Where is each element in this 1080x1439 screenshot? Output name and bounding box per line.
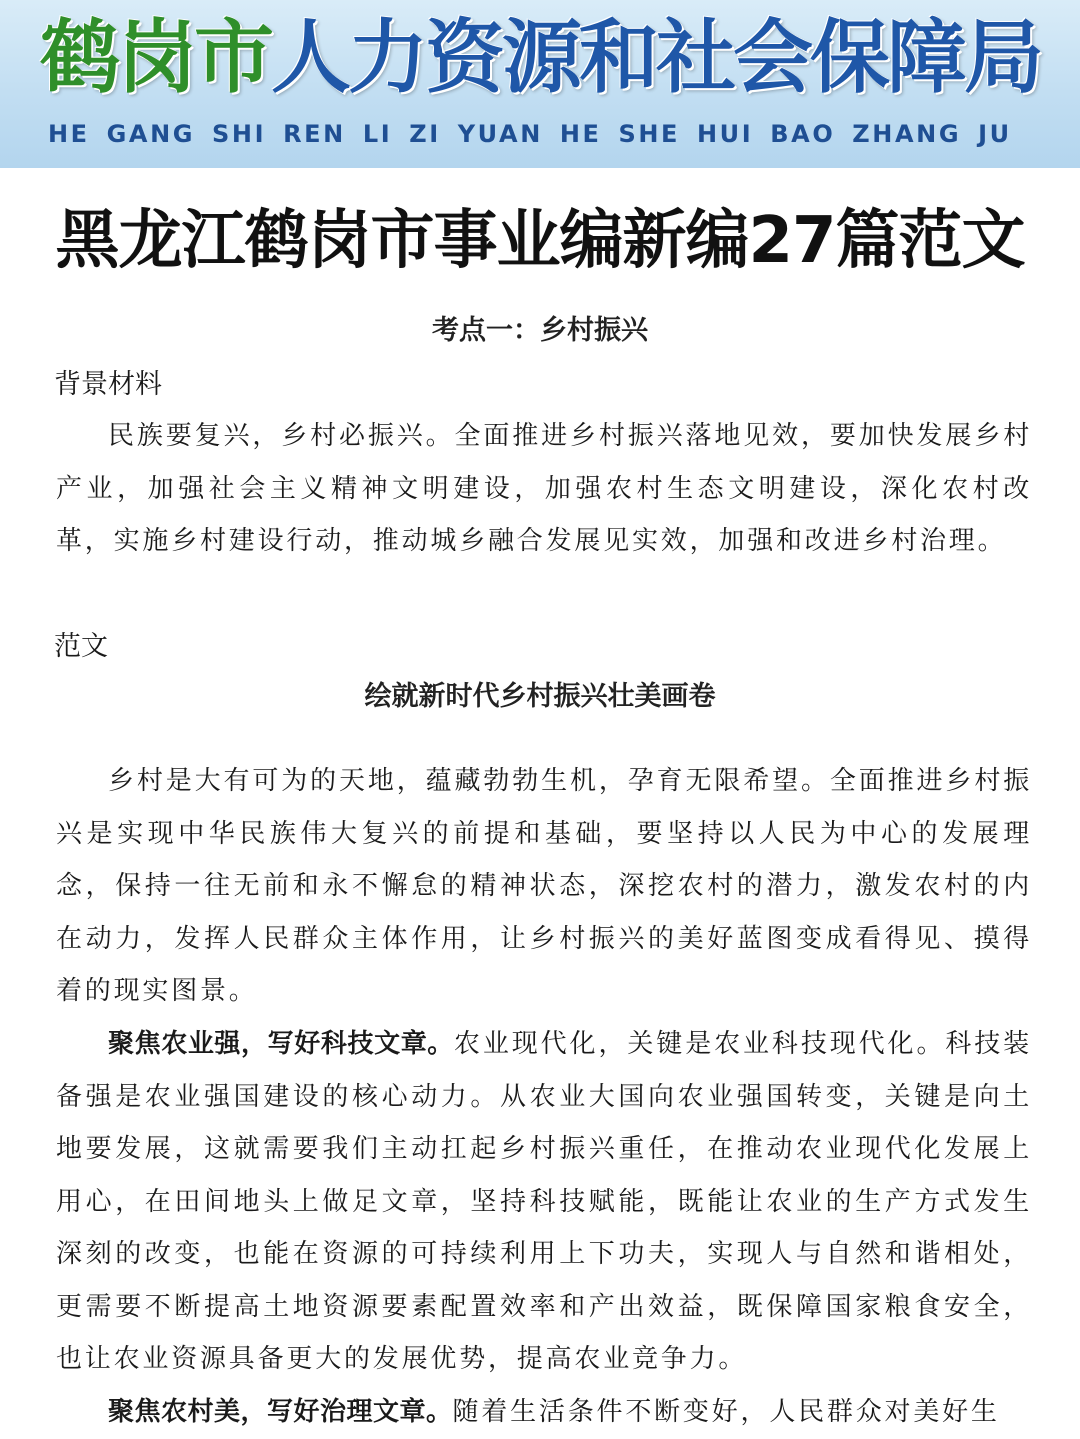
essay-title: 绘就新时代乡村振兴壮美画卷	[364, 681, 716, 712]
bureau-name-city: 鹤岗市	[40, 11, 271, 104]
bureau-name-department: 人力资源和社会保障局	[271, 11, 1041, 104]
paragraph-body-agriculture: 农业现代化，关键是农业科技现代化。科技装备强是农业强国建设的核心动力。从农业大国向农业强国转变，关键是向土地要发展，这就需要我们主动扛起乡村振兴重任，在推动农业现代化发展上用心，在田间地头上做足文章，坚持科技赋能，既能让农业的生产方式发生深刻的改变，也能在资源的可持续利用上下功夫，实现人与自然和谐相处，更需要不断提高土地资源要素配置效率和产出效益，既保障国家粮食安全，也让农业资源具备更大的发展优势，提高农业竞争力。	[56, 1029, 1032, 1374]
essay-paragraph-governance	[56, 1386, 1032, 1439]
paragraph-lead-agriculture: 聚焦农业强，写好科技文章。	[108, 1029, 454, 1059]
paragraph-lead-governance: 聚焦农村美，写好治理文章。	[108, 1397, 453, 1427]
essay-paragraph-agriculture	[56, 1018, 1032, 1386]
essay-label: 范文	[54, 631, 108, 662]
bureau-name-pinyin: HE GANG SHI REN LI ZI YUAN HE SHE HUI BAO ZHANG JU	[48, 120, 1012, 148]
essay-intro-paragraph: 乡村是大有可为的天地，蕴藏勃勃生机，孕育无限希望。全面推进乡村振兴是实现中华民族伟大复兴的前提和基础，要坚持以人民为中心的发展理念，保持一往无前和永不懈怠的精神状态，深挖农村的潜力，激发农村的内在动力，发挥人民群众主体作用，让乡村振兴的美好蓝图变成看得见、摸得着的现实图景。	[56, 766, 1032, 1006]
exam-point-title: 考点一：乡村振兴	[432, 315, 648, 346]
page-title: 黑龙江鹤岗市事业编新编27篇范文	[55, 204, 1025, 278]
header-banner	[0, 0, 1080, 168]
paragraph-body-governance: 随着生活条件不断变好，人民群众对美好生	[452, 1397, 1000, 1427]
background-paragraph: 民族要复兴，乡村必振兴。全面推进乡村振兴落地见效，要加快发展乡村产业，加强社会主义精神文明建设，加强农村生态文明建设，深化农村改革，实施乡村建设行动，推动城乡融合发展见实效，加强和改进乡村治理。	[56, 421, 1032, 556]
bureau-name	[40, 8, 1041, 108]
background-label: 背景材料	[54, 369, 162, 400]
